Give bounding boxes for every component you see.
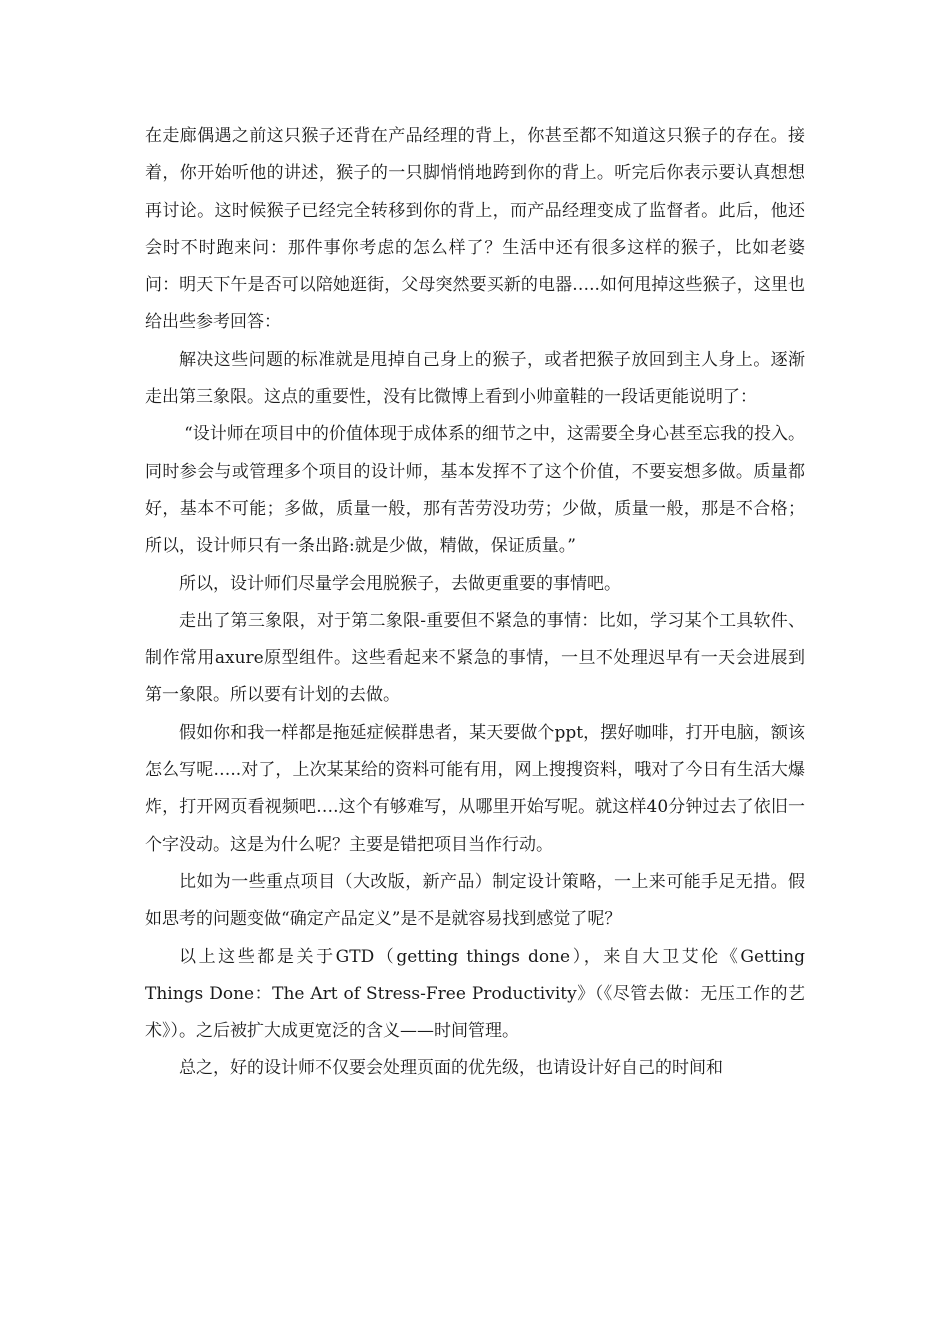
paragraph-procrastination: 假如你和我一样都是拖延症候群患者，某天要做个ppt，摆好咖啡，打开电脑，额该怎么写呢…..对了，上次某某给的资料可能有用，网上搜搜资料，哦对了今日有生活大爆炸，打开网页看视频吧….这个有够难写，从哪里开始写呢。就这样40分钟过去了依旧一个字没动。这是为什么呢？主要是错把项目当作行动。 <box>145 722 805 855</box>
paragraph-designer-quote: “设计师在项目中的价值体现于成体系的细节之中，这需要全身心甚至忘我的投入。同时参会与或管理多个项目的设计师，基本发挥不了这个价值，不要妄想多做。质量都好，基本不可能；多做，质量一般，那有苦劳没功劳；少做，质量一般，那是不合格；所以，设计师只有一条出路:就是少做，精做，保证质量。” <box>145 424 805 557</box>
paragraph-shake-off-monkeys: 所以，设计师们尽量学会甩脱猴子，去做更重要的事情吧。 <box>179 573 621 594</box>
document-body <box>145 118 805 1088</box>
paragraph-monkey-story: 在走廊偶遇之前这只猴子还背在产品经理的背上，你甚至都不知道这只猴子的存在。接着，你开始听他的讲述，猴子的一只脚悄悄地跨到你的背上。听完后你表示要认真想想再讨论。这时候猴子已经完全转移到你的背上，而产品经理变成了监督者。此后，他还会时不时跑来问：那件事你考虑的怎么样了？生活中还有很多这样的猴子，比如老婆问：明天下午是否可以陪她逛街，父母突然要买新的电器…..如何甩掉这些猴子，这里也给出些参考回答： <box>145 126 805 333</box>
paragraph-design-strategy: 比如为一些重点项目（大改版，新产品）制定设计策略，一上来可能手足无措。假如思考的问题变做“确定产品定义”是不是就容易找到感觉了呢？ <box>145 871 805 930</box>
paragraph-conclusion: 总之，好的设计师不仅要会处理页面的优先级，也请设计好自己的时间和 <box>179 1058 723 1079</box>
paragraph-solution-standard: 解决这些问题的标准就是甩掉自己身上的猴子，或者把猴子放回到主人身上。逐渐走出第三象限。这点的重要性，没有比微博上看到小帅童鞋的一段话更能说明了： <box>145 349 805 408</box>
paragraph-second-quadrant: 走出了第三象限，对于第二象限-重要但不紧急的事情：比如，学习某个工具软件、制作常用axure原型组件。这些看起来不紧急的事情，一旦不处理迟早有一天会进展到第一象限。所以要有计划的去做。 <box>145 610 805 706</box>
paragraph-gtd: 以上这些都是关于GTD（getting things done），来自大卫艾伦《Getting Things Done：The Art of Stress-Free Productivity》（《尽管去做：无压工作的艺术》）。之后被扩大成更宽泛的含义——时间管理。 <box>145 946 805 1042</box>
